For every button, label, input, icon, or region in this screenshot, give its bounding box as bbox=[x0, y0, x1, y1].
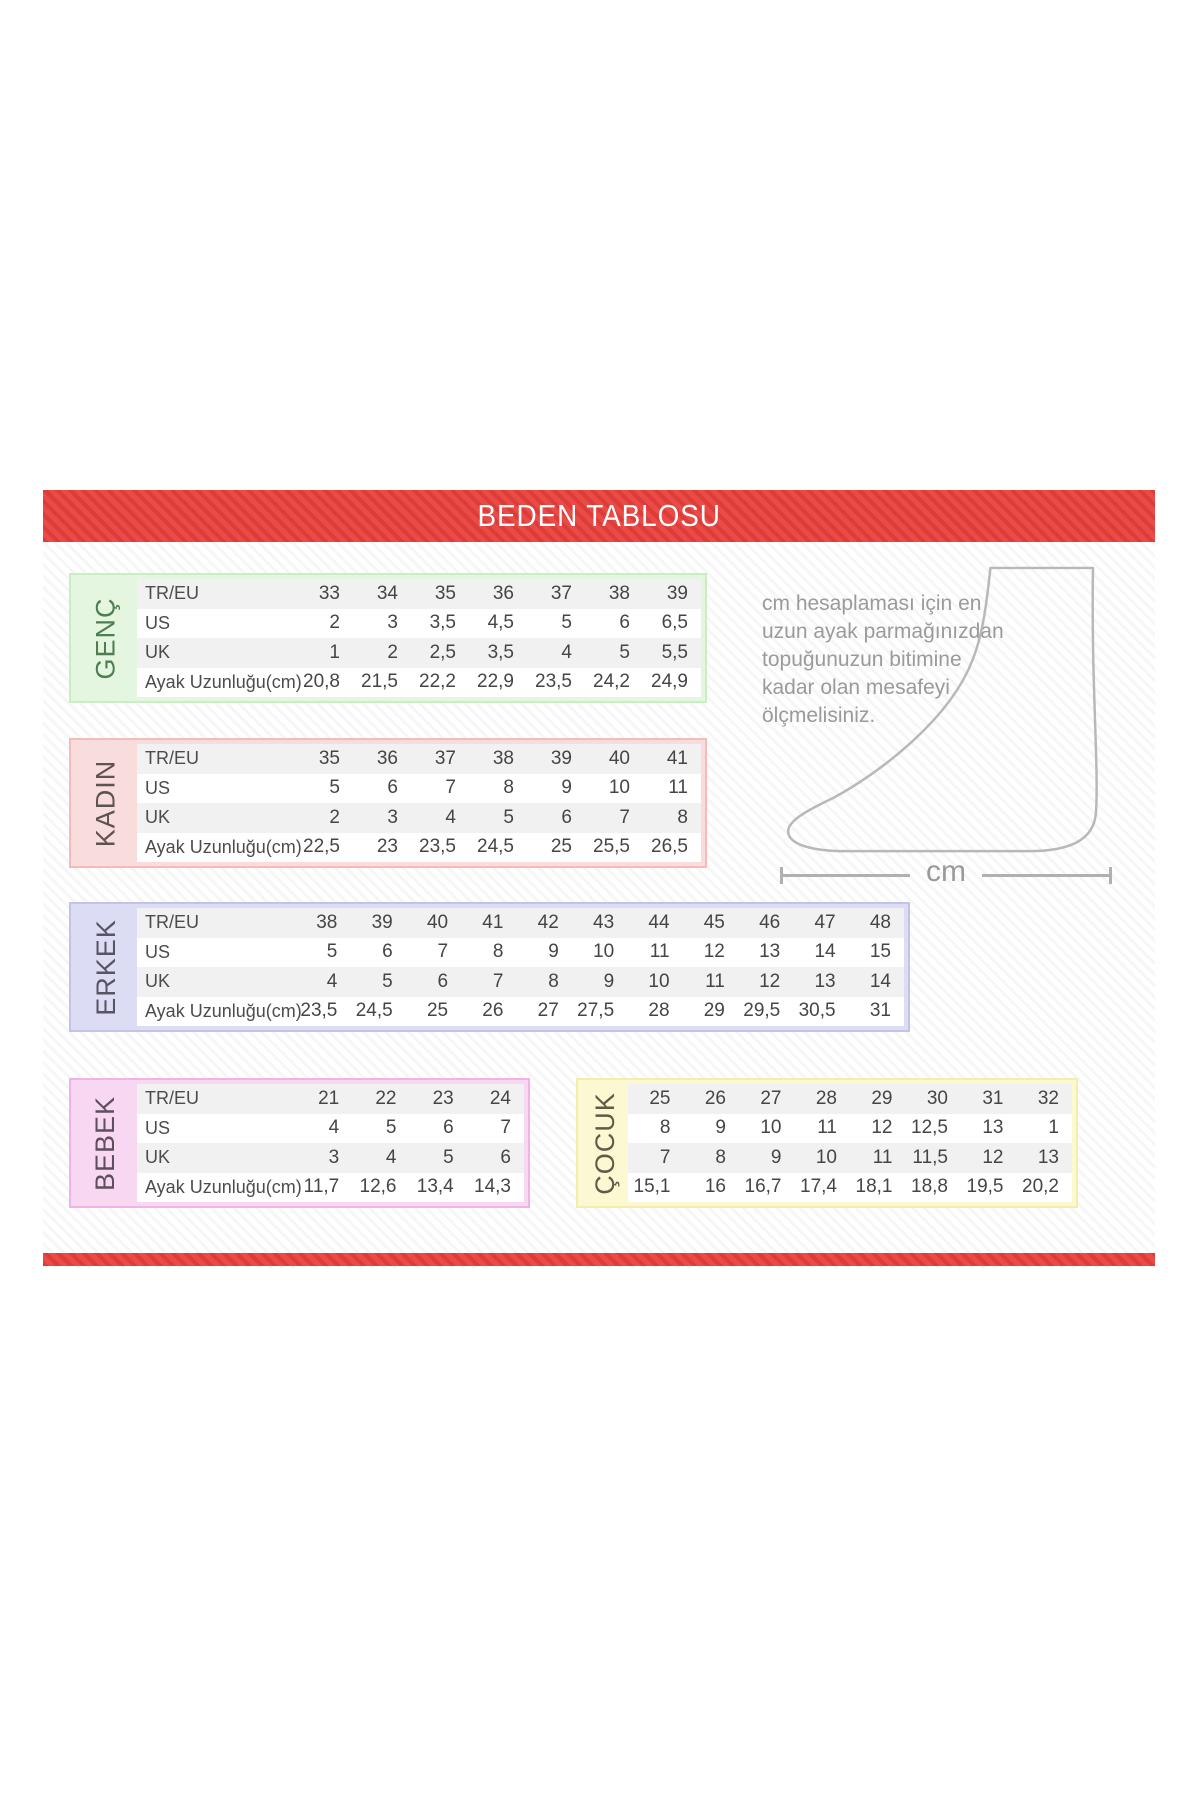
size-cell: 12 bbox=[871, 1117, 893, 1139]
table-row bbox=[137, 638, 701, 668]
size-cell: 3 bbox=[328, 1146, 340, 1168]
size-cell: 16,7 bbox=[744, 1176, 782, 1198]
table-row bbox=[137, 579, 701, 609]
size-cell: 25,5 bbox=[593, 836, 630, 858]
size-cell: 18,1 bbox=[855, 1176, 893, 1198]
content-area bbox=[43, 490, 1155, 1268]
size-cell: 6 bbox=[437, 970, 449, 992]
size-cell: 22,9 bbox=[477, 671, 514, 693]
size-cell: 22 bbox=[375, 1087, 397, 1109]
size-cell: 25 bbox=[649, 1087, 671, 1109]
size-cell: 4 bbox=[385, 1146, 397, 1168]
size-cell: 10 bbox=[648, 970, 670, 992]
table-row bbox=[137, 997, 904, 1027]
size-table-kadin bbox=[69, 738, 707, 868]
size-cell: 7 bbox=[500, 1117, 511, 1139]
size-grid bbox=[137, 579, 701, 697]
size-cell: 13 bbox=[982, 1117, 1004, 1139]
size-cell: 4 bbox=[328, 1117, 340, 1139]
size-cell: 14,3 bbox=[474, 1176, 511, 1198]
table-row bbox=[137, 967, 904, 997]
size-cell: 9 bbox=[561, 777, 572, 799]
size-cell: 26,5 bbox=[651, 836, 688, 858]
size-cell: 6 bbox=[500, 1146, 511, 1168]
size-cell: 5,5 bbox=[661, 641, 688, 663]
row-header: Ayak Uzunluğu(cm) bbox=[145, 1176, 302, 1197]
size-cell: 18,8 bbox=[911, 1176, 948, 1198]
table-category-label-erkek bbox=[75, 908, 137, 1026]
size-cell: 5 bbox=[561, 612, 572, 634]
row-header: Ayak Uzunluğu(cm) bbox=[145, 671, 302, 692]
size-cell: 33 bbox=[318, 582, 340, 604]
size-cell: 7 bbox=[492, 970, 504, 992]
table-row bbox=[628, 1143, 1072, 1173]
row-header: US bbox=[145, 777, 171, 798]
table-category-text: KADIN bbox=[90, 759, 121, 847]
table-row bbox=[628, 1114, 1072, 1144]
size-cell: 3,5 bbox=[487, 641, 514, 663]
size-cell: 13 bbox=[759, 941, 781, 963]
measurement-note: cm hesaplaması için en uzun ayak parmağınızdan topuğunuzun bitimine kadar olan mesafeyi ölçmelisiniz. bbox=[762, 592, 1004, 727]
size-cell: 35 bbox=[318, 747, 340, 769]
row-header: TR/EU bbox=[145, 583, 199, 604]
size-cell: 35 bbox=[434, 582, 456, 604]
size-cell: 41 bbox=[666, 747, 688, 769]
size-cell: 24,9 bbox=[651, 671, 688, 693]
size-cell: 24 bbox=[489, 1087, 511, 1109]
size-cell: 10 bbox=[760, 1117, 782, 1139]
measure-line-right-segment bbox=[982, 874, 1109, 877]
size-cell: 23,5 bbox=[300, 1000, 338, 1022]
size-table-bebek bbox=[69, 1078, 530, 1208]
header-band bbox=[43, 490, 1155, 542]
size-cell: 23 bbox=[376, 836, 398, 858]
size-cell: 4 bbox=[326, 970, 338, 992]
row-header: UK bbox=[145, 642, 171, 663]
size-cell: 13 bbox=[1037, 1146, 1059, 1168]
size-cell: 3 bbox=[387, 612, 398, 634]
size-cell: 11 bbox=[649, 941, 670, 963]
size-cell: 15 bbox=[869, 941, 891, 963]
size-cell: 23 bbox=[432, 1087, 454, 1109]
bottom-accent-bar bbox=[43, 1253, 1155, 1266]
size-cell: 11 bbox=[817, 1117, 837, 1139]
size-cell: 28 bbox=[815, 1087, 837, 1109]
size-cell: 10 bbox=[593, 941, 615, 963]
size-cell: 9 bbox=[603, 970, 615, 992]
size-cell: 4 bbox=[561, 641, 572, 663]
size-cell: 36 bbox=[376, 747, 398, 769]
row-header: US bbox=[145, 1117, 171, 1138]
size-cell: 7 bbox=[437, 941, 449, 963]
size-cell: 11,5 bbox=[912, 1146, 948, 1168]
size-cell: 40 bbox=[608, 747, 630, 769]
size-cell: 44 bbox=[648, 911, 670, 933]
page-title: BEDEN TABLOSU bbox=[477, 498, 721, 533]
size-cell: 37 bbox=[434, 747, 456, 769]
foot-diagram bbox=[780, 564, 1112, 886]
size-cell: 4 bbox=[445, 806, 456, 828]
table-row bbox=[137, 609, 701, 639]
size-cell: 1 bbox=[1048, 1117, 1059, 1139]
size-cell: 39 bbox=[550, 747, 572, 769]
size-cell: 7 bbox=[659, 1146, 671, 1168]
size-cell: 14 bbox=[814, 941, 836, 963]
size-grid bbox=[137, 744, 701, 862]
size-cell: 27 bbox=[760, 1087, 782, 1109]
size-cell: 40 bbox=[426, 911, 449, 933]
size-grid bbox=[628, 1084, 1072, 1202]
table-row bbox=[137, 803, 701, 833]
size-cell: 20,8 bbox=[303, 671, 340, 693]
size-cell: 13,4 bbox=[416, 1176, 454, 1198]
table-row bbox=[137, 1084, 524, 1114]
size-cell: 11 bbox=[705, 970, 725, 992]
size-cell: 7 bbox=[445, 777, 456, 799]
size-cell: 7 bbox=[619, 806, 630, 828]
size-cell: 8 bbox=[548, 970, 559, 992]
size-cell: 36 bbox=[492, 582, 514, 604]
size-cell: 4,5 bbox=[487, 612, 514, 634]
size-cell: 43 bbox=[593, 911, 615, 933]
size-cell: 25 bbox=[426, 1000, 449, 1022]
table-row bbox=[137, 1143, 524, 1173]
size-cell: 12 bbox=[759, 970, 781, 992]
size-cell: 41 bbox=[482, 911, 504, 933]
size-cell: 39 bbox=[666, 582, 688, 604]
size-cell: 17,4 bbox=[800, 1176, 837, 1198]
size-cell: 22,2 bbox=[419, 671, 456, 693]
size-cell: 6,5 bbox=[661, 612, 688, 634]
size-cell: 37 bbox=[550, 582, 572, 604]
size-cell: 2 bbox=[387, 641, 398, 663]
measure-line bbox=[780, 855, 1112, 888]
table-category-label-genc bbox=[75, 579, 137, 697]
size-cell: 11 bbox=[872, 1146, 893, 1168]
table-category-label-kadin bbox=[75, 744, 137, 862]
size-table-cocuk bbox=[576, 1078, 1078, 1208]
size-cell: 24,2 bbox=[593, 671, 630, 693]
size-cell: 6 bbox=[387, 777, 398, 799]
size-cell: 30,5 bbox=[798, 1000, 836, 1022]
size-cell: 19,5 bbox=[966, 1176, 1004, 1198]
measure-line-left-segment bbox=[783, 874, 910, 877]
size-cell: 8 bbox=[503, 777, 514, 799]
size-cell: 1 bbox=[329, 641, 340, 663]
size-cell: 5 bbox=[503, 806, 514, 828]
row-header: US bbox=[145, 612, 171, 633]
row-header: UK bbox=[145, 971, 171, 992]
table-category-label-bebek bbox=[75, 1084, 137, 1202]
size-cell: 10 bbox=[815, 1146, 837, 1168]
size-cell: 3,5 bbox=[429, 612, 456, 634]
table-row bbox=[137, 1173, 524, 1203]
table-row bbox=[628, 1173, 1072, 1203]
size-cell: 29,5 bbox=[743, 1000, 781, 1022]
size-cell: 11 bbox=[668, 777, 688, 799]
size-cell: 9 bbox=[770, 1146, 782, 1168]
measure-line-right-tick bbox=[1109, 867, 1112, 884]
size-cell: 39 bbox=[371, 911, 393, 933]
size-cell: 23,5 bbox=[419, 836, 456, 858]
table-row bbox=[137, 908, 904, 938]
size-cell: 8 bbox=[492, 941, 504, 963]
row-header: Ayak Uzunluğu(cm) bbox=[145, 1000, 302, 1021]
foot-outline-illustration bbox=[780, 564, 1112, 860]
size-cell: 6 bbox=[561, 806, 572, 828]
size-cell: 47 bbox=[814, 911, 836, 933]
size-cell: 5 bbox=[329, 777, 340, 799]
size-cell: 2,5 bbox=[429, 641, 456, 663]
size-cell: 27,5 bbox=[577, 1000, 615, 1022]
size-cell: 6 bbox=[443, 1117, 454, 1139]
size-cell: 15,1 bbox=[633, 1176, 671, 1198]
size-cell: 29 bbox=[703, 1000, 725, 1022]
size-cell: 8 bbox=[659, 1117, 671, 1139]
size-table-erkek bbox=[69, 902, 910, 1032]
size-cell: 11,7 bbox=[303, 1176, 340, 1198]
size-cell: 5 bbox=[382, 970, 393, 992]
table-row bbox=[137, 744, 701, 774]
size-cell: 42 bbox=[537, 911, 559, 933]
size-cell: 38 bbox=[316, 911, 338, 933]
size-cell: 12 bbox=[703, 941, 725, 963]
row-header: US bbox=[145, 941, 171, 962]
row-header: TR/EU bbox=[145, 748, 199, 769]
table-row bbox=[628, 1084, 1072, 1114]
size-cell: 48 bbox=[869, 911, 891, 933]
size-cell: 9 bbox=[548, 941, 559, 963]
table-category-text: ERKEK bbox=[90, 918, 121, 1016]
table-row bbox=[137, 833, 701, 863]
size-cell: 20,2 bbox=[1022, 1176, 1059, 1198]
size-cell: 38 bbox=[492, 747, 514, 769]
size-cell: 6 bbox=[382, 941, 393, 963]
size-cell: 12 bbox=[982, 1146, 1004, 1168]
size-cell: 38 bbox=[608, 582, 630, 604]
size-cell: 29 bbox=[871, 1087, 893, 1109]
size-cell: 34 bbox=[376, 582, 398, 604]
row-header: UK bbox=[145, 807, 171, 828]
table-category-text: ÇOCUK bbox=[589, 1091, 620, 1195]
size-cell: 46 bbox=[759, 911, 781, 933]
size-cell: 14 bbox=[869, 970, 891, 992]
size-cell: 32 bbox=[1037, 1087, 1059, 1109]
size-cell: 5 bbox=[619, 641, 630, 663]
size-cell: 31 bbox=[982, 1087, 1004, 1109]
size-cell: 6 bbox=[619, 612, 630, 634]
size-cell: 8 bbox=[677, 806, 688, 828]
cm-unit-label: cm bbox=[926, 855, 966, 888]
size-cell: 9 bbox=[715, 1117, 726, 1139]
size-cell: 24,5 bbox=[355, 1000, 393, 1022]
size-cell: 23,5 bbox=[535, 671, 572, 693]
size-cell: 31 bbox=[869, 1000, 891, 1022]
table-category-text: GENÇ bbox=[90, 596, 121, 680]
table-row bbox=[137, 938, 904, 968]
row-header: Ayak Uzunluğu(cm) bbox=[145, 836, 302, 857]
size-cell: 28 bbox=[648, 1000, 670, 1022]
size-cell: 5 bbox=[443, 1146, 454, 1168]
size-cell: 21,5 bbox=[361, 671, 398, 693]
size-cell: 10 bbox=[608, 777, 630, 799]
size-cell: 26 bbox=[482, 1000, 504, 1022]
table-category-label-cocuk bbox=[582, 1084, 628, 1202]
size-cell: 12,5 bbox=[911, 1117, 948, 1139]
size-cell: 2 bbox=[329, 806, 340, 828]
row-header: UK bbox=[145, 1147, 171, 1168]
size-cell: 27 bbox=[537, 1000, 559, 1022]
size-cell: 22,5 bbox=[303, 836, 340, 858]
table-category-text: BEBEK bbox=[90, 1095, 121, 1191]
size-cell: 21 bbox=[318, 1087, 340, 1109]
size-cell: 16 bbox=[704, 1176, 726, 1198]
size-cell: 2 bbox=[329, 612, 340, 634]
table-row bbox=[137, 774, 701, 804]
size-cell: 30 bbox=[926, 1087, 948, 1109]
size-cell: 3 bbox=[387, 806, 398, 828]
size-cell: 12,6 bbox=[359, 1176, 397, 1198]
size-table-genc bbox=[69, 573, 707, 703]
table-row bbox=[137, 1114, 524, 1144]
size-cell: 24,5 bbox=[477, 836, 514, 858]
size-cell: 8 bbox=[715, 1146, 726, 1168]
size-cell: 25 bbox=[550, 836, 572, 858]
table-row bbox=[137, 668, 701, 698]
row-header: TR/EU bbox=[145, 912, 199, 933]
size-cell: 13 bbox=[814, 970, 836, 992]
size-cell: 45 bbox=[703, 911, 725, 933]
size-cell: 5 bbox=[326, 941, 338, 963]
size-cell: 26 bbox=[704, 1087, 726, 1109]
size-cell: 5 bbox=[385, 1117, 397, 1139]
size-grid bbox=[137, 1084, 524, 1202]
row-header: TR/EU bbox=[145, 1088, 199, 1109]
size-grid bbox=[137, 908, 904, 1026]
